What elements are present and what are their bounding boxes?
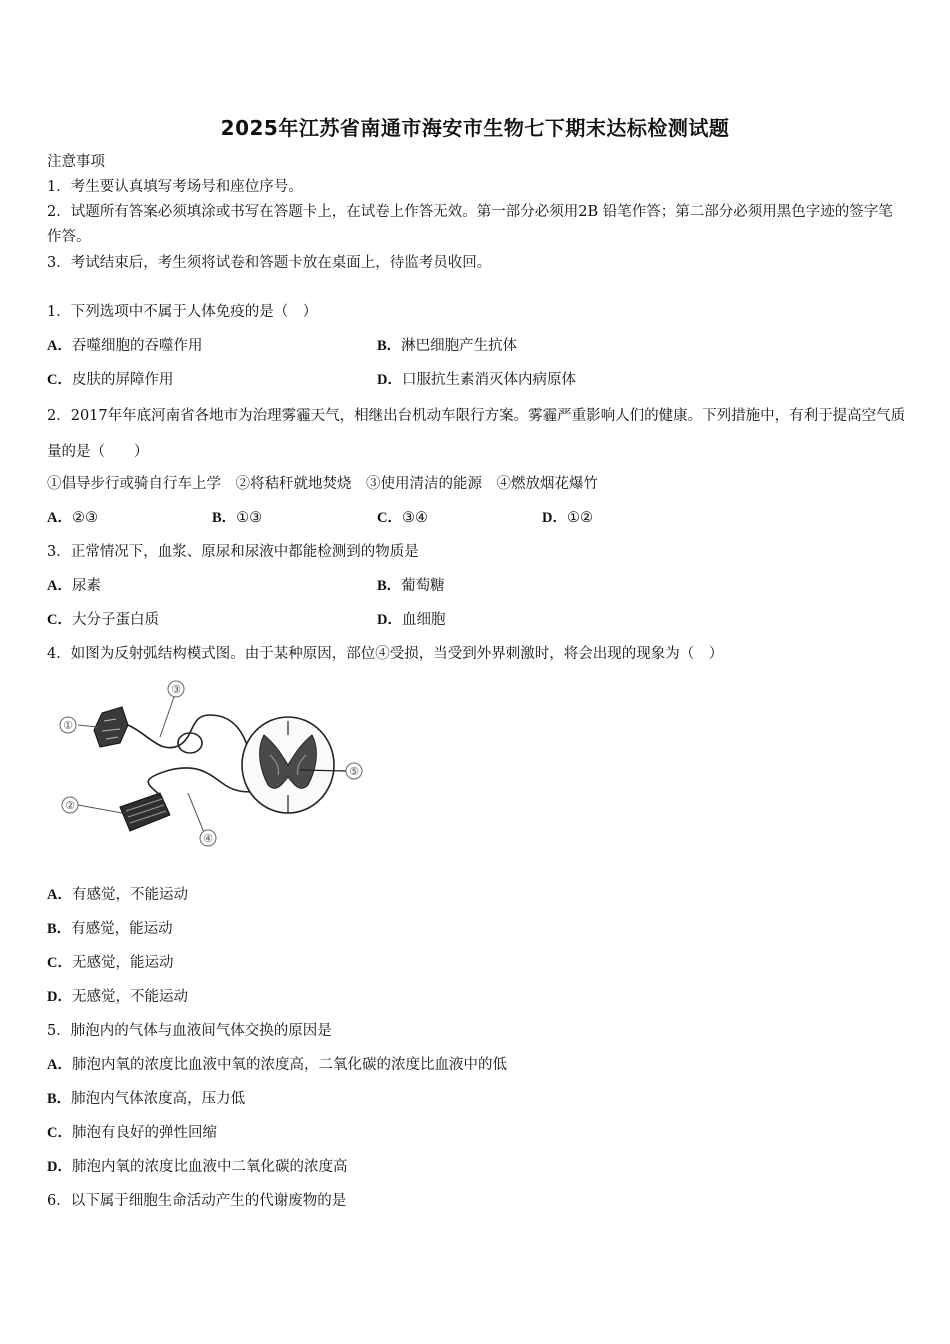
q5-option-d: D．肺泡内氧的浓度比血液中二氧化碳的浓度高 [47, 1159, 348, 1175]
diagram-label-1 [60, 717, 76, 733]
svg-text:⑤: ⑤ [349, 765, 359, 778]
q2-option-c: C．③④ [377, 510, 428, 526]
diagram-label-2 [62, 797, 78, 813]
q5-option-a: A．肺泡内氧的浓度比血液中氧的浓度高，二氧化碳的浓度比血液中的低 [47, 1057, 507, 1073]
diagram-label-4 [200, 830, 216, 846]
q1-stem: 1．下列选项中不属于人体免疫的是（ ） [47, 304, 318, 320]
svg-text:②: ② [65, 799, 75, 812]
diagram-label-5 [346, 763, 362, 779]
q2-option-b: B．①③ [212, 510, 263, 526]
q4-option-c: C．无感觉，能运动 [47, 955, 174, 971]
q1-option-d: D．口服抗生素消灭体内病原体 [377, 372, 576, 388]
page-title: 2025年江苏省南通市海安市生物七下期末达标检测试题 [220, 116, 730, 140]
q6-stem: 6．以下属于细胞生命活动产生的代谢废物的是 [47, 1193, 347, 1209]
q4-option-a: A．有感觉，不能运动 [47, 887, 188, 903]
svg-text:③: ③ [171, 683, 181, 696]
q1-option-b: B．淋巴细胞产生抗体 [377, 338, 518, 354]
notice-heading: 注意事项 [47, 154, 105, 170]
notice-item-2: 2．试题所有答案必须填涂或书写在答题卡上，在试卷上作答无效。第一部分必须用2B 铅笔作答；第二部分必须用黑色字迹的签字笔作答。 [47, 204, 893, 245]
q5-option-c: C．肺泡有良好的弹性回缩 [47, 1125, 217, 1141]
q1-option-c: C．皮肤的屏障作用 [47, 372, 174, 388]
q3-option-b: B．葡萄糖 [377, 578, 445, 594]
q4-stem: 4．如图为反射弧结构模式图。由于某种原因，部位④受损，当受到外界刺激时，将会出现的现象为（ ） [47, 646, 724, 662]
svg-text:①: ① [63, 719, 73, 732]
q3-option-a: A．尿素 [47, 578, 101, 594]
q1-option-a: A．吞噬细胞的吞噬作用 [47, 338, 203, 354]
q4-option-b: B．有感觉，能运动 [47, 921, 173, 937]
q4-option-d: D．无感觉，不能运动 [47, 989, 188, 1005]
q2-option-d: D．①② [542, 510, 593, 526]
q5-option-b: B．肺泡内气体浓度高，压力低 [47, 1091, 246, 1107]
svg-text:④: ④ [203, 832, 213, 845]
reflex-arc-diagram [50, 675, 370, 855]
q2-option-a: A．②③ [47, 510, 98, 526]
q3-option-d: D．血细胞 [377, 612, 446, 628]
q3-stem: 3．正常情况下，血浆、原尿和尿液中都能检测到的物质是 [47, 544, 419, 560]
diagram-label-3 [168, 681, 184, 697]
q2-measures: ①倡导步行或骑自行车上学 ②将秸秆就地焚烧 ③使用清洁的能源 ④燃放烟花爆竹 [47, 476, 598, 492]
q5-stem: 5．肺泡内的气体与血液间气体交换的原因是 [47, 1023, 332, 1039]
q2-stem: 2．2017年年底河南省各地市为治理雾霾天气，相继出台机动车限行方案。雾霾严重影响人们的健康。下列措施中，有利于提高空气质量的是（ ） [47, 408, 906, 460]
spinal-cord-section [242, 717, 334, 813]
q3-option-c: C．大分子蛋白质 [47, 612, 159, 628]
notice-item-1: 1．考生要认真填写考场号和座位序号。 [47, 179, 303, 195]
notice-item-3: 3．考试结束后，考生须将试卷和答题卡放在桌面上，待监考员收回。 [47, 255, 492, 271]
